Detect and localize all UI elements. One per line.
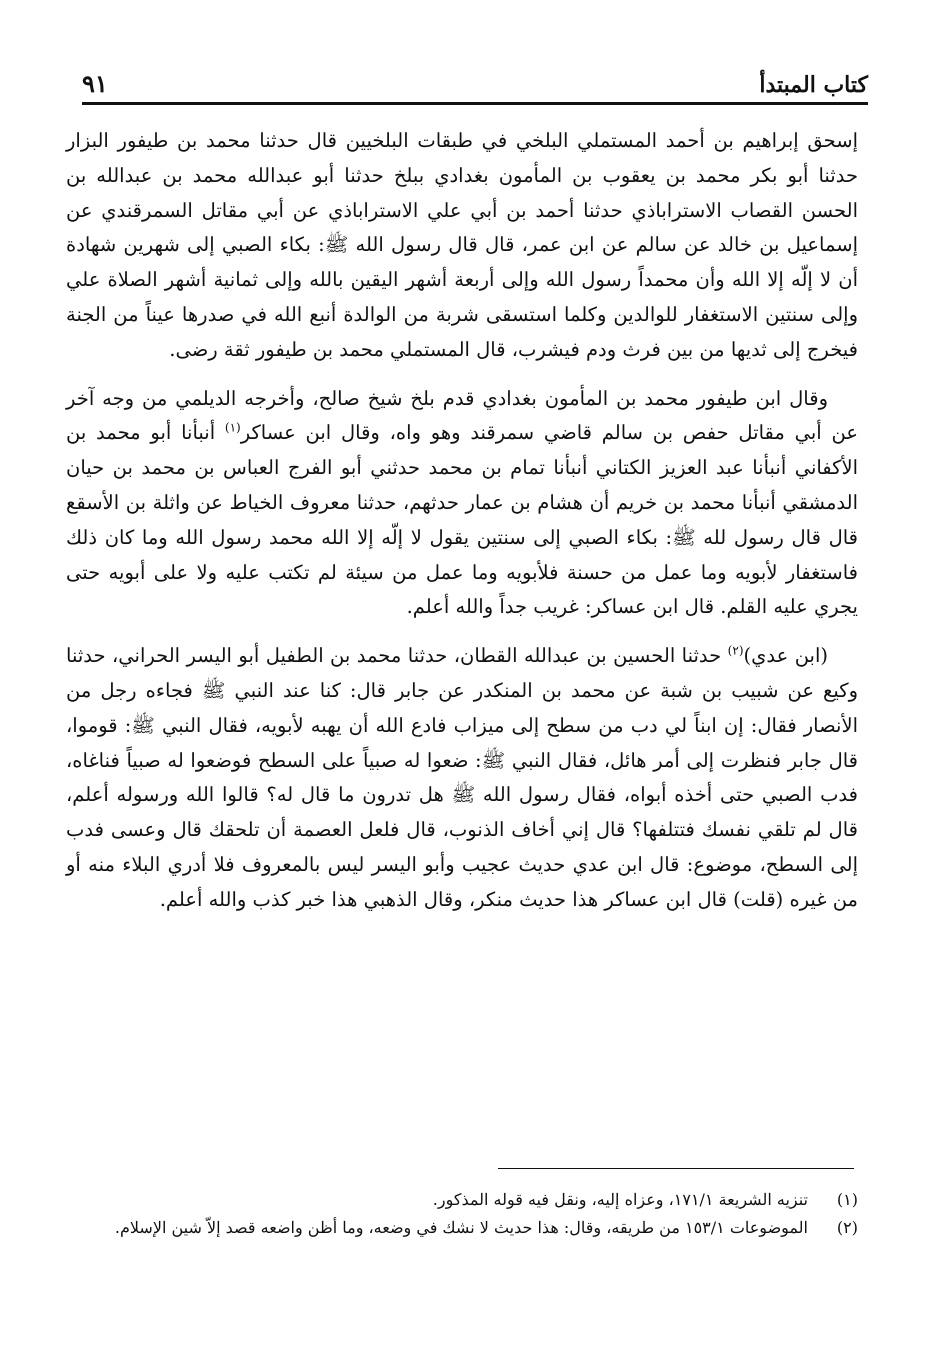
paragraph-3 bbox=[66, 639, 858, 917]
footnotes bbox=[74, 1186, 858, 1242]
paragraph-3-text-rest: حدثنا الحسين بن عبدالله القطان، حدثنا محمد بن الطفيل أبو اليسر الحراني، حدثنا وكيع عن شبيب بن شبة عن محمد بن المنكدر عن جابر قال: كنا عند النبي ﷺ فجاءه رجل من الأنصار فقال: إن ابناً لي دب من سطح إلى ميزاب فادع الله أن يهبه لأبويه، فقال النبي ﷺ: قوموا، قال جابر فنظرت إلى أمر هائل، فقال النبي ﷺ: ضعوا له صبياً على السطح فوضعوا له صبياً فناغاه، فدب الصبي حتى أخذه أبواه، فقال رسول الله ﷺ هل تدرون ما قال له؟ قالوا الله ورسوله أعلم، قال لم تلقي نفسك فتتلفها؟ قال إني أخاف الذنوب، قال فلعل العصمة أن تلحقك قال وعسى فدب إلى السطح، موضوع: قال ابن عدي حديث عجيب وأبو اليسر ليس بالمعروف فلا أدري البلاء منه أو من غيره (قلت) قال ابن عساكر هذا حديث منكر، وقال الذهبي هذا خبر كذب والله أعلم. bbox=[66, 644, 858, 911]
footnote-1-text: تنزيه الشريعة ١٧١/١، وعزاه إليه، ونقل فيه قوله المذكور. bbox=[432, 1190, 808, 1209]
page-number: ٩١ bbox=[82, 69, 108, 98]
paragraph-3-text-start: (ابن عدي) bbox=[743, 644, 828, 668]
footnote-1 bbox=[74, 1186, 858, 1214]
footnote-2-text: الموضوعات ١٥٣/١ من طريقه، وقال: هذا حديث لا نشك في وضعه، وما أظن واضعه قصد إلاّ شين الإسلام. bbox=[114, 1218, 808, 1237]
footnote-ref-2: (٢) bbox=[727, 643, 744, 658]
paragraph-2-text-rest: أنبأنا أبو محمد بن الأكفاني أنبأنا عبد العزيز الكتاني أنبأنا تمام بن محمد حدثني أبو الفرج العباس بن محمد بن حيان الدمشقي أنبأنا محمد بن خريم أن هشام بن عمار حدثهم، حدثنا معروف الخياط عن واثلة بن الأسقع قال قال رسول لله ﷺ: بكاء الصبي إلى سنتين يقول لا إلّه إلا الله محمد رسول الله وما كان ذلك فاستغفار لأبويه وما عمل من حسنة فلأبويه وما عمل من سيئة لم تكتب عليه ولا على أبويه حتى يجري عليه القلم. قال ابن عساكر: غريب جداً والله أعلم. bbox=[66, 421, 858, 619]
paragraph-1 bbox=[66, 124, 858, 368]
footnote-2-number: (٢) bbox=[836, 1218, 858, 1237]
footnote-ref-1: (١) bbox=[224, 420, 241, 435]
footnote-1-number: (١) bbox=[836, 1190, 858, 1209]
running-header bbox=[82, 58, 868, 105]
paragraph-2-text-start: وقال ابن طيفور محمد بن المأمون بغدادي قدم بلخ شيخ صالح، وأخرجه الديلمي من وجه آخر عن أبي مقاتل حفص بن سالم قاضي سمرقند وهو واه، وقال ابن عساكر bbox=[66, 386, 858, 445]
footnote-2 bbox=[74, 1214, 858, 1242]
paragraph-2 bbox=[66, 382, 858, 626]
book-title: كتاب المبتدأ bbox=[759, 72, 868, 98]
paragraph-1-text: إسحق إبراهيم بن أحمد المستملي البلخي في طبقات البلخيين قال حدثنا محمد بن طيفور البزار حدثنا أبو بكر محمد بن يعقوب بن المأمون بغدادي ببلخ حدثنا أبو عبدالله محمد بن عبدالله بن الحسن القصاب الاستراباذي حدثنا أحمد بن أبي علي الاستراباذي عن أبي مقاتل السمرقندي عن إسماعيل بن خالد عن سالم عن ابن عمر، قال قال رسول الله ﷺ: بكاء الصبي إلى شهرين شهادة أن لا إلّه إلا الله وأن محمداً رسول الله وإلى أربعة أشهر اليقين بالله وإلى ثمانية أشهر الصلاة علي وإلى سنتين الاستغفار للوالدين وكلما استسقى شربة من الوالدة أنبع الله في صدرها عيناً من الجنة فيخرج إلى ثديها من بين فرث ودم فيشرب، قال المستملي محمد بن طيفور ثقة رضى. bbox=[66, 129, 858, 361]
footnote-separator bbox=[498, 1168, 854, 1169]
main-text bbox=[66, 124, 858, 932]
